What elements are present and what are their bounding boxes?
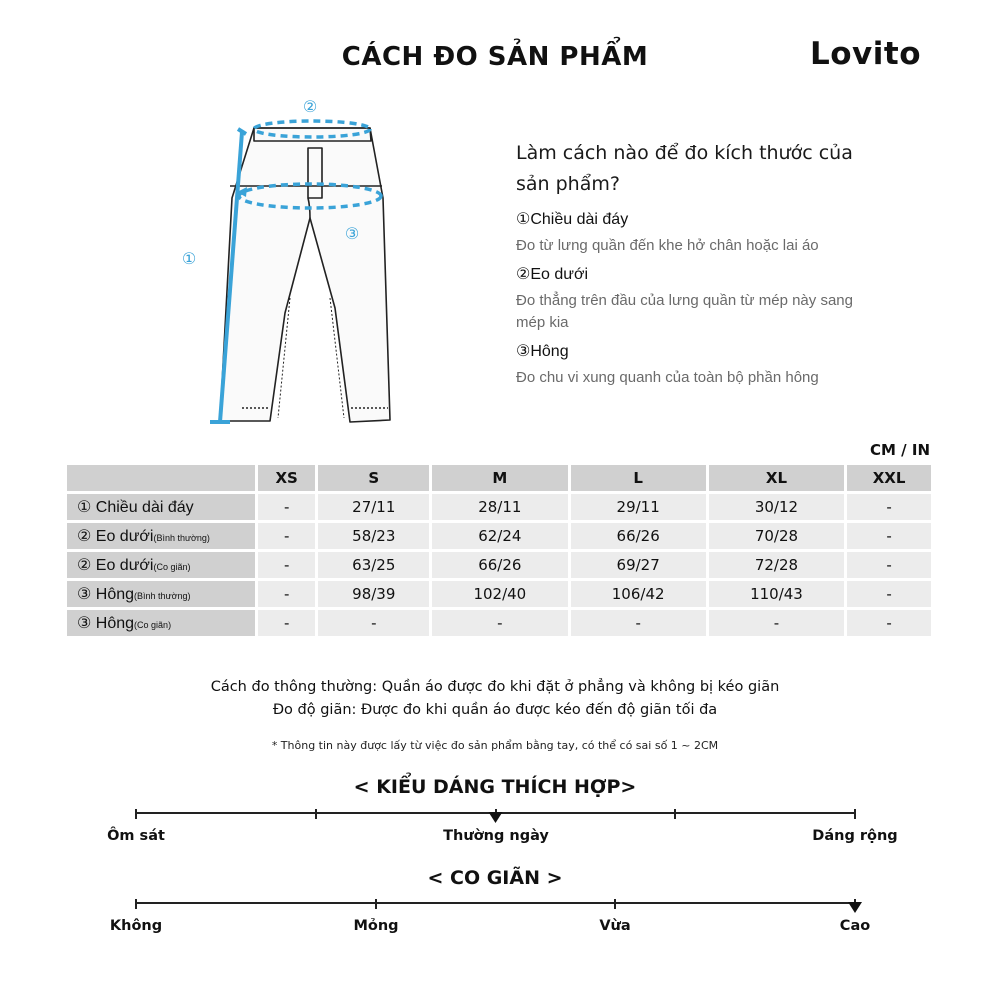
pants-diagram <box>170 88 410 433</box>
table-cell: 70/28 <box>709 523 844 549</box>
table-cell: - <box>847 581 931 607</box>
header-corner <box>67 465 255 491</box>
howto-item-desc: Đo chu vi xung quanh của toàn bộ phần hông <box>516 369 819 386</box>
fit-label-regular: Thường ngày <box>443 828 549 844</box>
table-row <box>67 494 931 520</box>
table-row <box>67 523 931 549</box>
brand-logo: Lovito <box>810 36 922 72</box>
fit-scale <box>125 805 870 827</box>
size-header: M <box>432 465 567 491</box>
marker-hip: ③ <box>344 224 360 243</box>
table-cell: 66/26 <box>432 552 567 578</box>
stretch-scale <box>125 895 870 917</box>
page-title: CÁCH ĐO SẢN PHẨM <box>341 42 649 72</box>
table-cell: 30/12 <box>709 494 844 520</box>
size-header: XS <box>258 465 315 491</box>
stretch-label-medium: Vừa <box>599 918 631 934</box>
table-cell: - <box>318 610 429 636</box>
table-cell: 69/27 <box>571 552 706 578</box>
marker-length: ① <box>181 249 197 268</box>
fit-label-tight: Ôm sát <box>107 828 165 844</box>
size-header: XL <box>709 465 844 491</box>
howto-item-title: ①Chiều dài đáy <box>516 211 629 228</box>
note-disclaimer: * Thông tin này được lấy từ việc đo sản phẩm bằng tay, có thể có sai số 1 ~ 2CM <box>271 739 719 752</box>
table-cell: 28/11 <box>432 494 567 520</box>
table-cell: 62/24 <box>432 523 567 549</box>
howto-item-title: ③Hông <box>516 343 569 360</box>
stretch-label-none: Không <box>109 918 163 934</box>
marker-waist: ② <box>302 97 318 116</box>
pants-outline <box>220 128 390 422</box>
stretch-label-slight: Mỏng <box>353 918 399 934</box>
table-row <box>67 610 931 636</box>
table-cell: - <box>709 610 844 636</box>
row-label: ② Eo dưới(Co giãn) <box>67 552 255 578</box>
table-cell: 72/28 <box>709 552 844 578</box>
fit-scale-title: < KIỂU DÁNG THÍCH HỢP> <box>353 776 637 798</box>
fit-label-loose: Dáng rộng <box>812 828 898 844</box>
howto-question-line2: sản phẩm? <box>516 173 620 195</box>
table-cell: - <box>847 552 931 578</box>
fit-scale-marker <box>489 812 503 823</box>
stretch-scale-marker <box>848 902 862 913</box>
howto-item-title: ②Eo dưới <box>516 266 589 283</box>
table-row <box>67 581 931 607</box>
size-header: S <box>318 465 429 491</box>
note-stretch: Đo độ giãn: Được đo khi quần áo được kéo đến độ giãn tối đa <box>272 702 718 718</box>
table-cell: 66/26 <box>571 523 706 549</box>
howto-question-line1: Làm cách nào để đo kích thước của <box>516 142 853 164</box>
table-cell: - <box>432 610 567 636</box>
note-normal: Cách đo thông thường: Quần áo được đo khi đặt ở phẳng và không bị kéo giãn <box>210 679 780 695</box>
unit-label: CM / IN <box>870 441 930 459</box>
size-header: L <box>571 465 706 491</box>
table-cell: 98/39 <box>318 581 429 607</box>
table-cell: - <box>571 610 706 636</box>
table-cell: - <box>258 494 315 520</box>
table-cell: - <box>847 494 931 520</box>
table-cell: - <box>258 581 315 607</box>
table-cell: 106/42 <box>571 581 706 607</box>
table-cell: 102/40 <box>432 581 567 607</box>
stretch-label-high: Cao <box>839 918 871 934</box>
stretch-scale-title: < CO GIÃN > <box>427 867 563 889</box>
row-label: ③ Hông(Co giãn) <box>67 610 255 636</box>
howto-item-desc: Đo thẳng trên đầu của lưng quần từ mép này sang mép kia <box>516 292 853 331</box>
table-row <box>67 552 931 578</box>
howto-section <box>516 138 876 389</box>
table-header-row <box>67 465 931 491</box>
table-cell: - <box>258 610 315 636</box>
table-cell: 29/11 <box>571 494 706 520</box>
row-label: ② Eo dưới(Bình thường) <box>67 523 255 549</box>
table-cell: - <box>847 523 931 549</box>
table-cell: 110/43 <box>709 581 844 607</box>
table-cell: - <box>258 523 315 549</box>
size-header: XXL <box>847 465 931 491</box>
table-cell: - <box>847 610 931 636</box>
size-table <box>64 462 934 639</box>
table-cell: 63/25 <box>318 552 429 578</box>
row-label: ③ Hông(Bình thường) <box>67 581 255 607</box>
howto-item-desc: Đo từ lưng quần đến khe hở chân hoặc lai áo <box>516 237 819 254</box>
table-cell: 27/11 <box>318 494 429 520</box>
table-cell: - <box>258 552 315 578</box>
howto-question <box>516 138 876 200</box>
row-label: ① Chiều dài đáy <box>67 494 255 520</box>
table-cell: 58/23 <box>318 523 429 549</box>
